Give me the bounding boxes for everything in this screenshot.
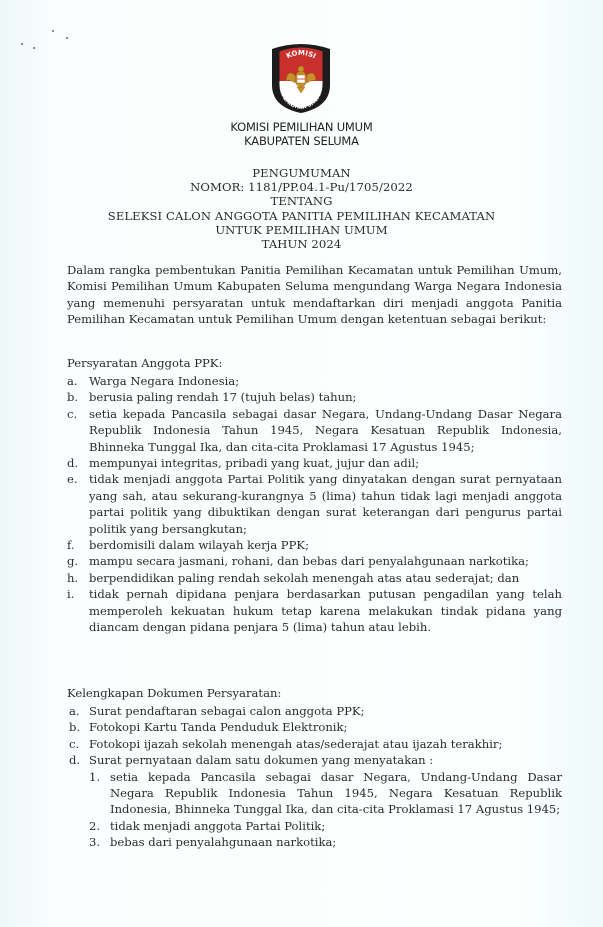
kpu-logo-icon	[269, 41, 333, 113]
documents-heading: Kelengkapan Dokumen Persyaratan:	[67, 686, 282, 700]
list-item: h. berpendidikan paling rendah sekolah menengah atas atau sederajat; dan	[67, 570, 520, 585]
list-item: d. mempunyai integritas, pribadi yang kuat, jujur dan adil;	[67, 456, 420, 471]
title-subject-2: UNTUK PEMILIHAN UMUM	[215, 222, 388, 237]
svg-text:PEMILIHAN UMUM: PEMILIHAN UMUM	[279, 93, 323, 112]
sublist-item: 3. bebas dari penyalahgunaan narkotika;	[89, 835, 337, 850]
title-nomor: NOMOR: 1181/PP.04.1-Pu/1705/2022	[190, 180, 413, 195]
list-item: f. berdomisili dalam wilayah kerja PPK;	[67, 538, 309, 553]
list-item: b. berusia paling rendah 17 (tujuh belas) tahun;	[67, 390, 357, 405]
list-item: g. mampu secara jasmani, rohani, dan bebas dari penyalahgunaan narkotika;	[67, 554, 529, 569]
sublist-item: 2. tidak menjadi anggota Partai Politik;	[89, 818, 326, 833]
requirements-heading: Persyaratan Anggota PPK:	[67, 356, 223, 370]
title-year: TAHUN 2024	[261, 237, 342, 252]
org-region: KABUPATEN SELUMA	[244, 134, 359, 148]
title-subject: SELEKSI CALON ANGGOTA PANITIA PEMILIHAN KECAMATAN	[107, 208, 496, 223]
list-item: d. Surat pernyataan dalam satu dokumen yang menyatakan : 1. setia kepada Pancasila sebagai dasar Negara, Undang-Undang Dasar Negara Republik Indonesia Tahun 1945, Negara Kesatuan Republik Indonesia, Bhinneka Tunggal Ika, dan cita-cita Proklamasi 17 Agustus 1945; 2. tidak menjadi anggota Partai Politik; 3. bebas dari penyalahgunaan narkotika;	[69, 753, 562, 850]
list-item: a. Warga Negara Indonesia;	[67, 374, 240, 388]
sublist-item: 1. setia kepada Pancasila sebagai dasar Negara, Undang-Undang Dasar Negara Republik Indonesia Tahun 1945, Negara Kesatuan Republik Indonesia, Bhinneka Tunggal Ika, dan cita-cita Proklamasi 17 Agustus 1945;	[89, 769, 562, 817]
list-item: e. tidak menjadi anggota Partai Politik yang dinyatakan dengan surat pernyataan yang sah, atau sekurang-kurangnya 5 (lima) tahun tidak lagi menjadi anggota partai politik yang dibuktikan dengan surat keterangan dari pengurus partai politik yang bersangkutan;	[67, 472, 562, 536]
requirements-list	[67, 373, 562, 636]
documents-list	[69, 703, 562, 851]
list-item: a. Surat pendaftaran sebagai calon anggota PPK;	[69, 704, 365, 718]
title-pengumuman: PENGUMUMAN	[252, 166, 351, 180]
statement-sublist	[89, 769, 562, 851]
list-item: c. Fotokopi ijazah sekolah menengah atas/sederajat atau ijazah terakhir;	[69, 736, 503, 751]
title-tentang: TENTANG	[270, 194, 333, 209]
list-item: b. Fotokopi Kartu Tanda Penduduk Elektronik;	[69, 720, 348, 735]
list-item: i. tidak pernah dipidana penjara berdasarkan putusan pengadilan yang telah memperoleh kekuatan hukum tetap karena melakukan tindak pidana yang diancam dengan pidana penjara 5 (lima) tahun atau lebih.	[67, 587, 562, 635]
announcement-title	[0, 166, 603, 251]
svg-text:KOMISI: KOMISI	[285, 48, 318, 61]
org-name: KOMISI PEMILIHAN UMUM	[230, 120, 373, 134]
list-item: c. setia kepada Pancasila sebagai dasar Negara, Undang-Undang Dasar Negara Republik Indonesia Tahun 1945, Negara Kesatuan Republik Indonesia, Bhinneka Tunggal Ika, dan cita-cita Proklamasi 17 Agustus 1945;	[67, 406, 562, 454]
intro-paragraph: Dalam rangka pembentukan Panitia Pemilihan Kecamatan untuk Pemilihan Umum, Komisi Pemilihan Umum Kabupaten Seluma mengundang Warga Negara Indonesia yang memenuhi persyaratan untuk mendaftarkan diri menjadi anggota Panitia Pemilihan Kecamatan untuk Pemilihan Umum dengan ketentuan sebagai berikut:	[67, 263, 562, 327]
